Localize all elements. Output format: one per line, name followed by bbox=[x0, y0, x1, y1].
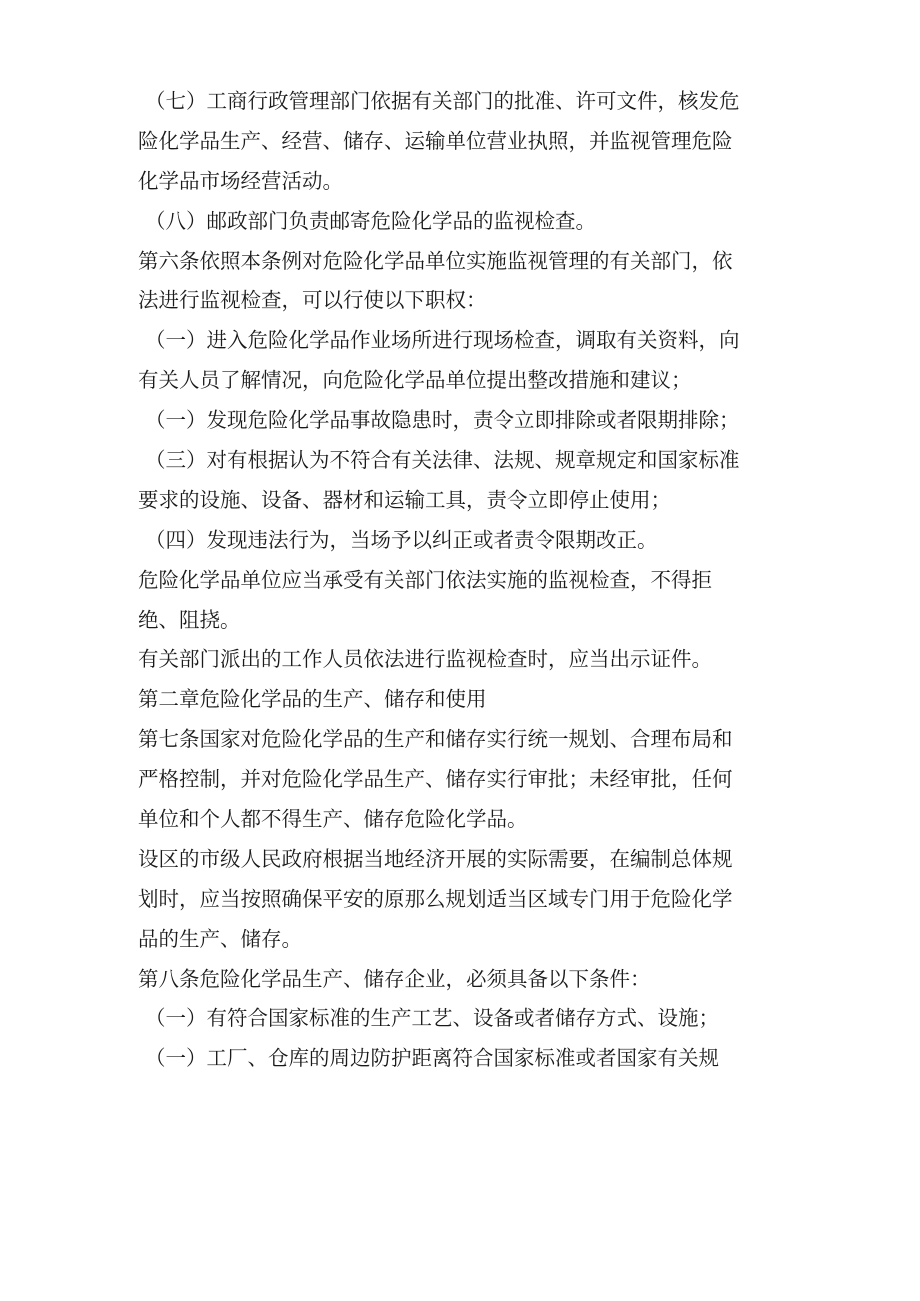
text-line: 危险化学品单位应当承受有关部门依法实施的监视检查，不得拒 bbox=[138, 567, 712, 592]
text-line: 第七条国家对危险化学品的生产和储存实行统一规划、合理布局和 bbox=[138, 727, 733, 752]
text-line: （四）发现违法行为，当场予以纠正或者责令限期改正。 bbox=[145, 527, 658, 552]
text-line: 设区的市级人民政府根据当地经济开展的实际需要，在编制总体规 bbox=[138, 846, 733, 871]
text-line: 化学品市场经营活动。 bbox=[138, 168, 343, 193]
text-line: 第二章危险化学品的生产、储存和使用 bbox=[138, 687, 487, 712]
text-line: 第六条依照本条例对危险化学品单位实施监视管理的有关部门，依 bbox=[138, 248, 733, 273]
text-line: 有关部门派出的工作人员依法进行监视检查时，应当出示证件。 bbox=[138, 647, 712, 672]
text-line: 单位和个人都不得生产、储存危险化学品。 bbox=[138, 807, 528, 832]
text-line: 有关人员了解情况，向危险化学品单位提出整改措施和建议； bbox=[138, 368, 692, 393]
text-line: 严格控制，并对危险化学品生产、储存实行审批；未经审批，任何 bbox=[138, 767, 733, 792]
text-line: （一）进入危险化学品作业场所进行现场检查，调取有关资料，向 bbox=[145, 328, 740, 353]
text-line: 第八条危险化学品生产、储存企业，必须具备以下条件： bbox=[138, 966, 651, 991]
text-line: （七）工商行政管理部门依据有关部门的批准、许可文件，核发危 bbox=[145, 89, 740, 113]
text-line: （三）对有根据认为不符合有关法律、法规、规章规定和国家标准 bbox=[145, 448, 740, 473]
text-line: （一）有符合国家标准的生产工艺、设备或者储存方式、设施； bbox=[145, 1006, 719, 1031]
text-line: （一）工厂、仓库的周边防护距离符合国家标准或者国家有关规 bbox=[145, 1046, 719, 1071]
text-line: （八）邮政部门负责邮寄危险化学品的监视检查。 bbox=[145, 208, 596, 233]
text-line: 划时，应当按照确保平安的原那么规划适当区域专门用于危险化学 bbox=[138, 886, 733, 911]
text-line: 品的生产、储存。 bbox=[138, 926, 302, 951]
text-line: （一）发现危险化学品事故隐患时，责令立即排除或者限期排除； bbox=[145, 408, 740, 433]
text-line: 险化学品生产、经营、储存、运输单位营业执照，并监视管理危险 bbox=[138, 128, 733, 153]
document-text-body bbox=[0, 82, 920, 1079]
text-line: 要求的设施、设备、器材和运输工具，责令立即停止使用； bbox=[138, 487, 671, 512]
text-line: 法进行监视检查，可以行使以下职权： bbox=[138, 288, 487, 313]
text-line: 绝、阻挠。 bbox=[138, 607, 241, 632]
